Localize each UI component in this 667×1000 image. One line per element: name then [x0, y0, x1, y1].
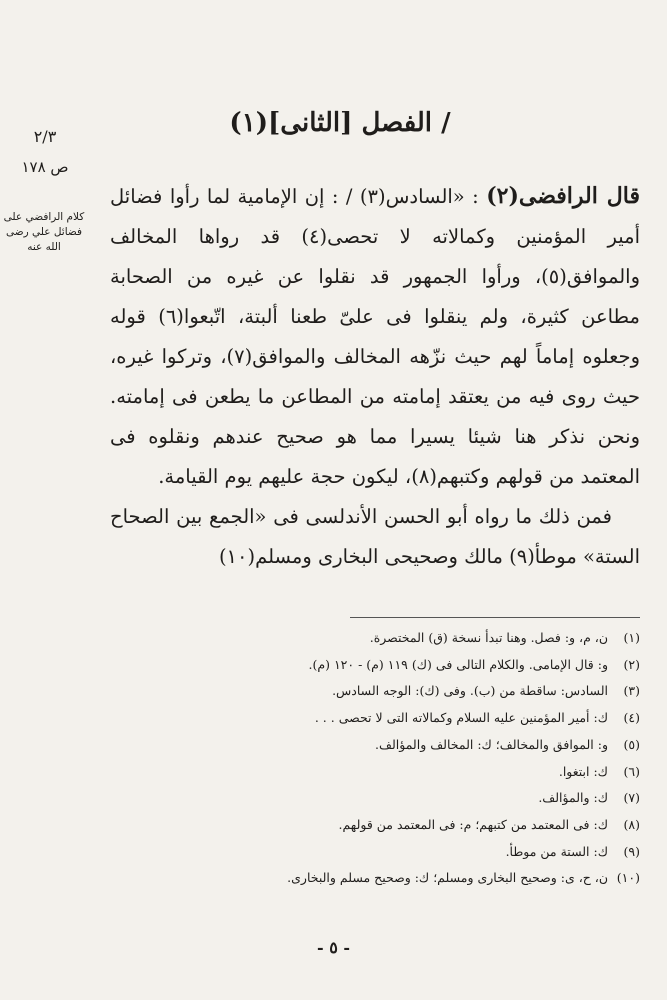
footnote-number: (٤) — [623, 710, 640, 726]
footnote-item — [170, 652, 640, 679]
footnote-number: (٨) — [623, 816, 640, 832]
footnote-text: ك: أمير المؤمنين عليه السلام وكمالاته التى لا تحصى . . . — [314, 710, 608, 726]
footnote-number: (١) — [623, 630, 640, 645]
footnote-item — [170, 705, 640, 732]
footnote-text: ك: الستة من موطأ. — [505, 843, 608, 859]
footnote-separator — [350, 617, 640, 618]
paragraph-1-text: : «السادس(٣) / : إن الإمامية لما رأوا فضائل أمير المؤمنين وكمالاته لا تحصى(٤) قد رواها المخالف والموافق(٥)، ورأوا الجمهور قد نقلوا عن غيره من الصحابة مطاعن كثيرة، ولم ينقلوا فى علىّ طعنا ألبتة، اتّبعوا(٦) قوله وجعلوه إماماً لهم حيث نزّهه المخالف والموافق(٧)، وتركوا غيره، حيث روى فيه من يعتقد إمامته من المطاعن ما يطعن فى إمامته. ونحن نذكر هنا شيئا يسيرا مما هو صحيح عندهم ونقلوه فى المعتمد من قولهم وكتبهم(٨)، ليكون حجة عليهم يوم القيامة. — [110, 185, 640, 488]
footnote-text: ك: ابتغوا. — [558, 763, 608, 779]
footnote-number: (٣) — [623, 683, 640, 699]
footnote-text: ك: فى المعتمد من كتبهم؛ م: فى المعتمد من قولهم. — [338, 816, 608, 832]
paragraph-2: فمن ذلك ما رواه أبو الحسن الأندلسى فى «الجمع بين الصحاح الستة» موطأ(٩) مالك وصحيحى البخارى ومسلم(١٠) — [110, 505, 640, 568]
footnotes-list — [170, 625, 640, 892]
footnote-number: (٩) — [623, 843, 640, 859]
footnote-item — [170, 785, 640, 812]
footnote-number: (٢) — [623, 656, 640, 672]
footnote-number: (٧) — [623, 790, 640, 806]
footnote-item — [170, 625, 640, 652]
footnote-item — [170, 839, 640, 866]
margin-note: كلام الرافضي على فضائل علي رضى الله عنه — [3, 211, 85, 253]
footnote-text: و: الموافق والمخالف؛ ك: المخالف والمؤالف. — [375, 736, 608, 752]
volume-reference: ٢/٣ — [33, 127, 57, 146]
footnote-number: (١٠) — [616, 870, 640, 886]
footnote-item — [170, 812, 640, 839]
footnote-item — [170, 678, 640, 705]
footnote-number: (٦) — [623, 763, 640, 779]
footnote-text: ك: والمؤالف. — [538, 790, 608, 806]
footnote-text: و: قال الإمامى. والكلام التالى فى (ك) ١١٩ (م) - ١٢٠ (م). — [308, 656, 608, 672]
footnote-text: ن، ح، ى: وصحيح البخارى ومسلم؛ ك: وصحيح مسلم والبخارى. — [287, 870, 608, 886]
main-text — [110, 176, 640, 577]
footnote-item — [170, 732, 640, 759]
footnote-text: ن، م، و: فصل. وهنا تبدأ نسخة (ق) المختصرة. — [369, 630, 608, 645]
section-heading: / الفصل [الثانى](١) — [229, 108, 451, 138]
footnote-number: (٥) — [623, 736, 640, 752]
paragraph-1 — [110, 176, 640, 497]
page-number: - ٥ - — [316, 938, 351, 957]
speaker-label: قال الرافضى(٢) — [486, 183, 640, 209]
original-page-reference: ص ١٧٨ — [21, 158, 69, 176]
footnote-text: السادس: ساقطة من (ب). وفى (ك): الوجه السادس. — [332, 683, 608, 699]
footnote-item — [170, 865, 640, 892]
footnote-item — [170, 759, 640, 786]
